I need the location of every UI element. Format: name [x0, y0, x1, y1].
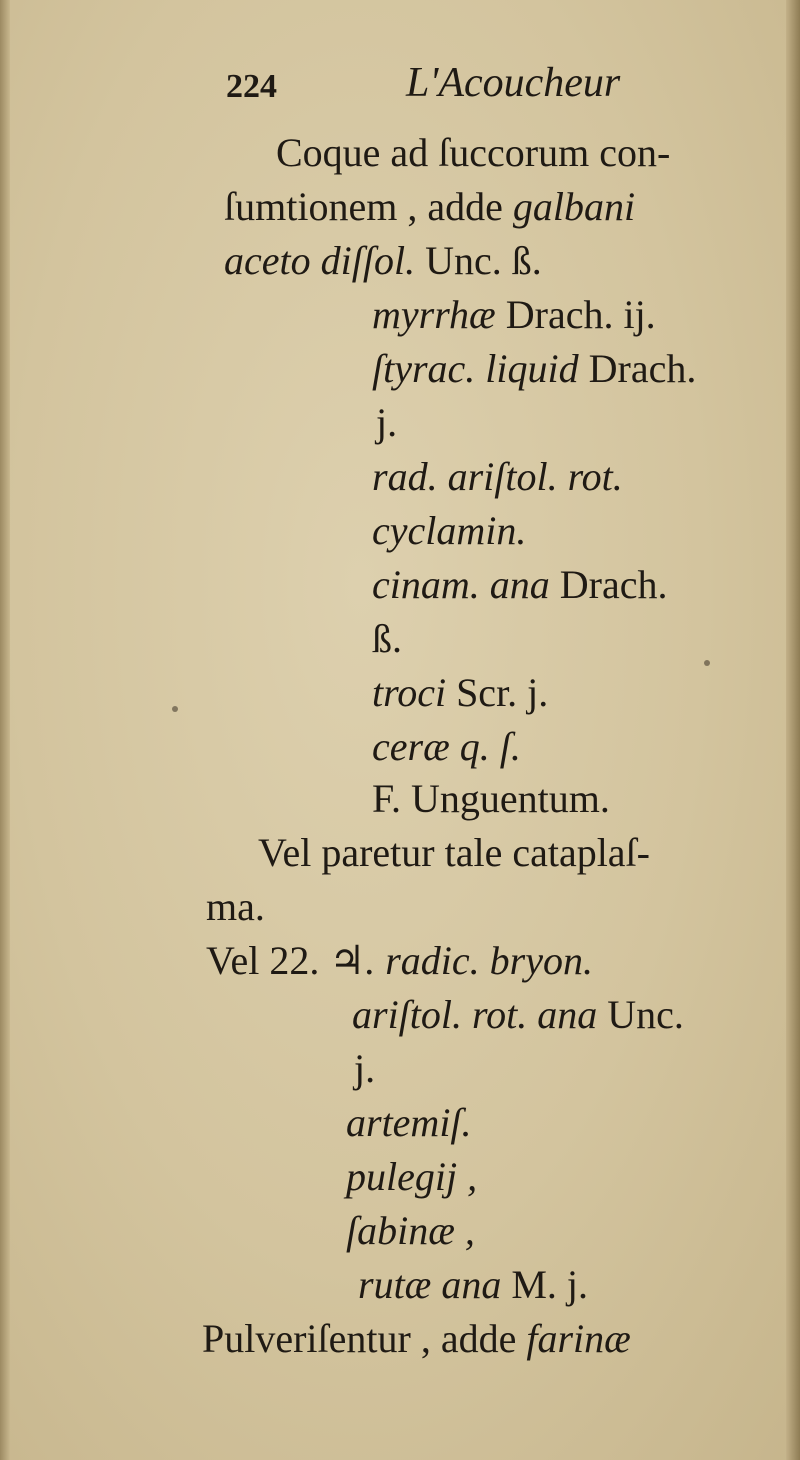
roman-segment: j. [354, 1046, 376, 1091]
italic-segment: cinam. ana [372, 562, 550, 607]
italic-segment: rutæ ana [358, 1262, 502, 1307]
text-line [376, 398, 397, 448]
text-line [346, 1152, 477, 1202]
italic-segment: ♃. radic. bryon. [329, 938, 593, 983]
italic-segment: troci [372, 670, 447, 715]
roman-segment: Scr. j. [446, 670, 549, 715]
page-left-edge [0, 0, 10, 1460]
running-title: L'Acoucheur [406, 60, 621, 106]
text-line [372, 614, 402, 664]
text-line [354, 1044, 375, 1094]
roman-segment: Vel paretur tale cataplaſ- [258, 830, 650, 875]
text-line [372, 452, 623, 502]
italic-segment: pulegij , [346, 1154, 478, 1199]
italic-segment: galbani [512, 184, 636, 229]
italic-segment: aceto diſſol. [224, 238, 416, 283]
page-number: 224 [226, 68, 277, 105]
text-line [346, 1098, 472, 1148]
roman-segment: Coque ad ſuccorum con- [276, 130, 671, 175]
italic-segment: artemiſ. [346, 1100, 472, 1145]
roman-segment: ß. [372, 616, 402, 661]
text-line [372, 344, 696, 394]
roman-segment: ma. [206, 884, 265, 929]
roman-segment: M. j. [501, 1262, 589, 1307]
text-line [372, 668, 548, 718]
roman-segment: F. Unguentum. [372, 776, 610, 821]
text-line [206, 882, 265, 932]
ink-speck [704, 660, 710, 666]
roman-segment: Drach. ij. [495, 292, 656, 337]
roman-segment: j. [376, 400, 398, 445]
text-line [346, 1206, 475, 1256]
text-line [358, 1260, 588, 1310]
roman-segment: Vel 22. [206, 938, 330, 983]
text-line [372, 722, 521, 772]
roman-segment: Pulveriſentur , adde [202, 1316, 527, 1361]
italic-segment: myrrhæ [372, 292, 496, 337]
text-line [202, 1314, 631, 1364]
page-right-edge [786, 0, 800, 1460]
roman-segment: ſumtionem , adde [224, 184, 513, 229]
text-line [372, 506, 526, 556]
ink-speck [172, 706, 178, 712]
italic-segment: cyclamin. [372, 508, 527, 553]
roman-segment: Unc. [597, 992, 684, 1037]
italic-segment: rad. ariſtol. rot. [372, 454, 623, 499]
text-line [352, 990, 684, 1040]
text-line [372, 560, 667, 610]
text-line [206, 936, 593, 986]
text-line [258, 828, 650, 878]
roman-segment: Drach. [549, 562, 668, 607]
italic-segment: ſabinæ , [346, 1208, 475, 1253]
italic-segment: ariſtol. rot. ana [352, 992, 598, 1037]
roman-segment: Drach. [578, 346, 697, 391]
text-line [224, 182, 635, 232]
italic-segment: ſtyrac. liquid [372, 346, 579, 391]
text-line [224, 236, 542, 286]
text-line [276, 128, 670, 178]
text-line [372, 774, 610, 824]
italic-segment: ceræ q. ſ. [372, 724, 521, 769]
text-line [372, 290, 656, 340]
roman-segment: Unc. ß. [415, 238, 542, 283]
italic-segment: farinæ [526, 1316, 631, 1361]
